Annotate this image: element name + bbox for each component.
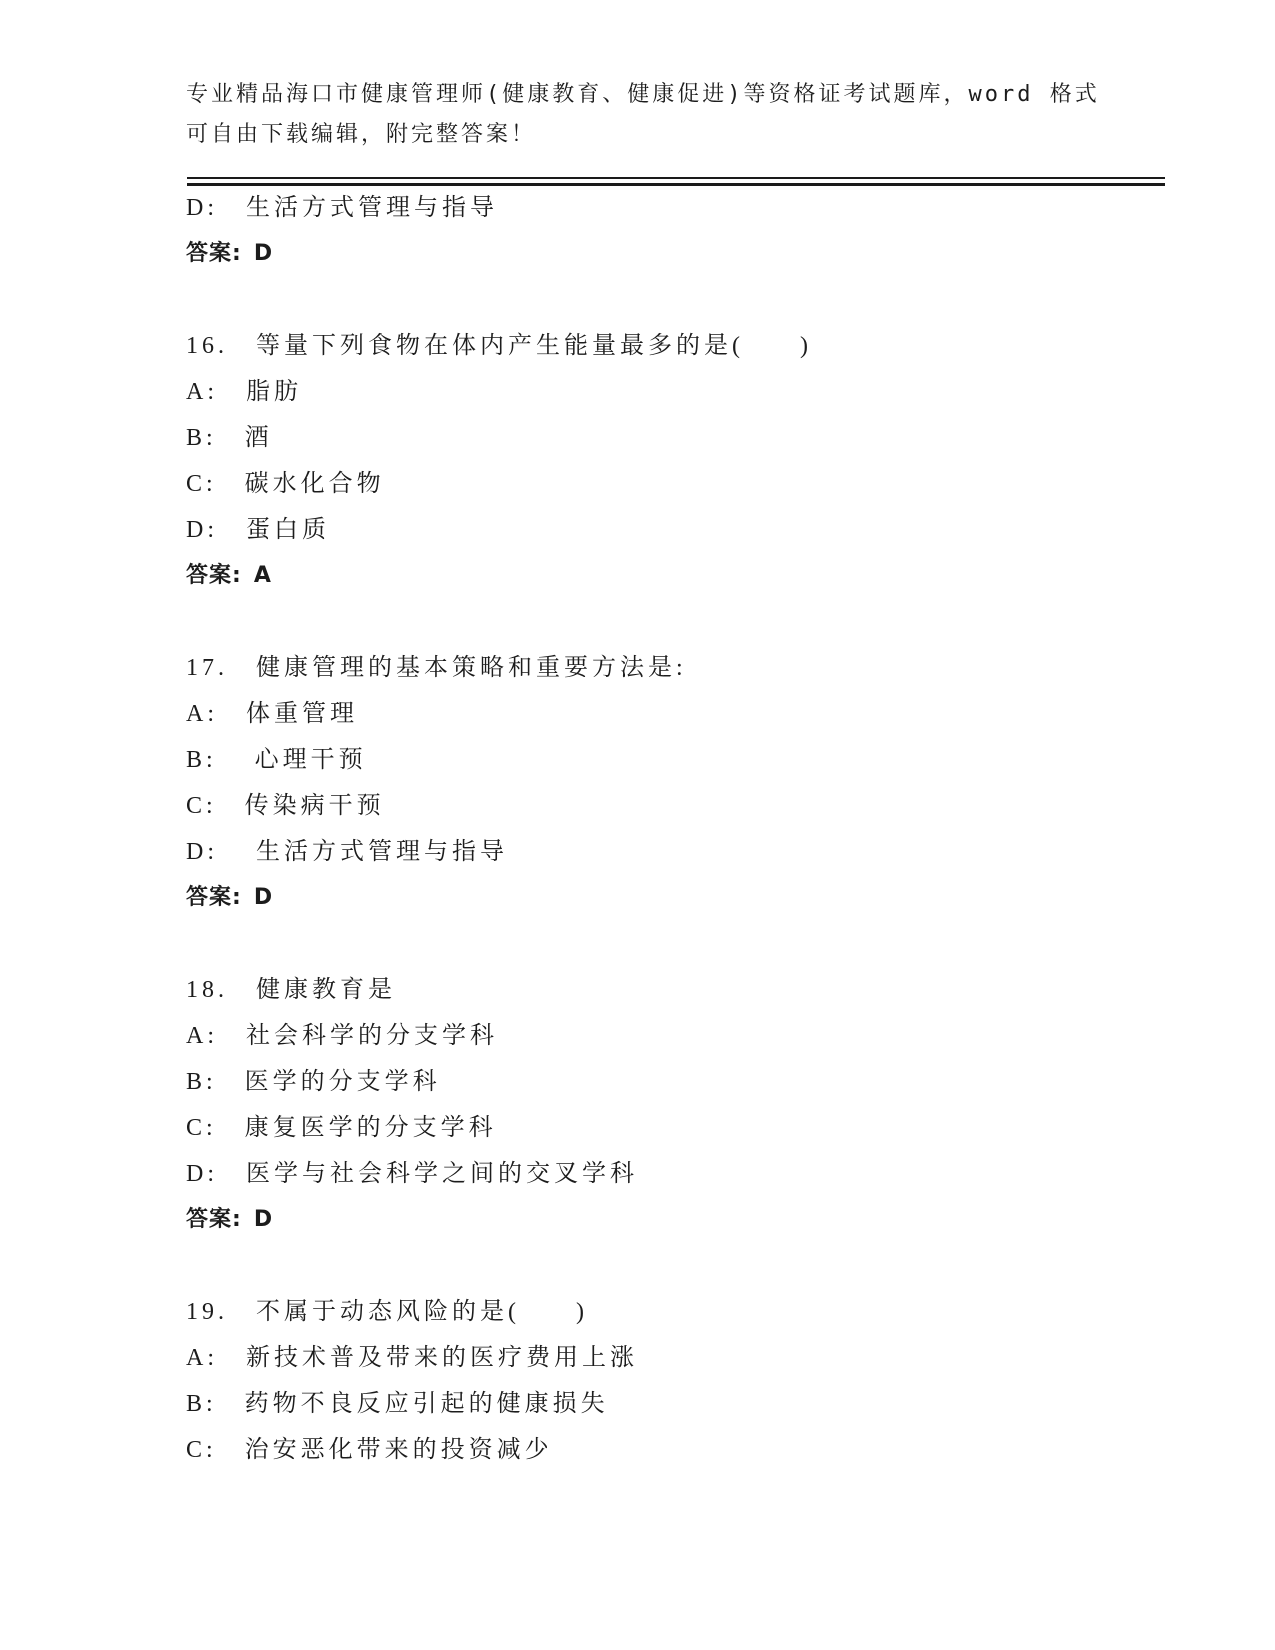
- question-18-option-b: B: 医学的分支学科: [186, 1069, 441, 1095]
- header-line-2: 可自由下载编辑，附完整答案！: [186, 122, 537, 147]
- question-18-option-c: C: 康复医学的分支学科: [186, 1115, 497, 1141]
- question-19-title: 19. 不属于动态风险的是( ): [186, 1299, 588, 1325]
- question-17-option-c: C: 传染病干预: [186, 793, 385, 819]
- question-16-option-b: B: 酒: [186, 425, 273, 451]
- question-16-block: [186, 323, 1191, 599]
- question-16-option-d: D: 蛋白质: [186, 517, 330, 543]
- document-body: [186, 185, 1191, 1473]
- answer-letter: D: [253, 241, 274, 266]
- question-15-answer: [186, 231, 1191, 277]
- question-15-option-d: D: 生活方式管理与指导: [186, 195, 498, 221]
- answer-label: 答案:: [186, 241, 242, 266]
- question-16-option-a: A: 脂肪: [186, 379, 302, 405]
- answer-label: 答案:: [186, 563, 242, 588]
- answer-letter: D: [253, 885, 274, 910]
- question-17-option-b: B: 心理干预: [186, 747, 367, 773]
- question-16-answer: [186, 553, 1191, 599]
- answer-letter: A: [253, 563, 272, 588]
- answer-label: 答案:: [186, 885, 242, 910]
- question-16-option-c: C: 碳水化合物: [186, 471, 385, 497]
- question-18-block: [186, 967, 1191, 1243]
- question-17-answer: [186, 875, 1191, 921]
- question-19-option-b: B: 药物不良反应引起的健康损失: [186, 1391, 609, 1417]
- question-19-option-c: C: 治安恶化带来的投资减少: [186, 1437, 553, 1463]
- question-19-option-a: A: 新技术普及带来的医疗费用上涨: [186, 1345, 638, 1371]
- question-18-answer: [186, 1197, 1191, 1243]
- header-line-1: 专业精品海口市健康管理师(健康教育、健康促进)等资格证考试题库，word 格式: [186, 82, 1100, 107]
- question-19-block: [186, 1289, 1191, 1473]
- question-17-option-a: A: 体重管理: [186, 701, 358, 727]
- question-17-title: 17. 健康管理的基本策略和重要方法是:: [186, 655, 687, 681]
- page-header: [186, 75, 1171, 155]
- answer-label: 答案:: [186, 1207, 242, 1232]
- answer-letter: D: [253, 1207, 274, 1232]
- question-17-block: [186, 645, 1191, 921]
- question-18-option-d: D: 医学与社会科学之间的交叉学科: [186, 1161, 638, 1187]
- question-18-option-a: A: 社会科学的分支学科: [186, 1023, 498, 1049]
- question-16-title: 16. 等量下列食物在体内产生能量最多的是( ): [186, 333, 812, 359]
- question-17-option-d: D: 生活方式管理与指导: [186, 839, 508, 865]
- question-18-title: 18. 健康教育是: [186, 977, 396, 1003]
